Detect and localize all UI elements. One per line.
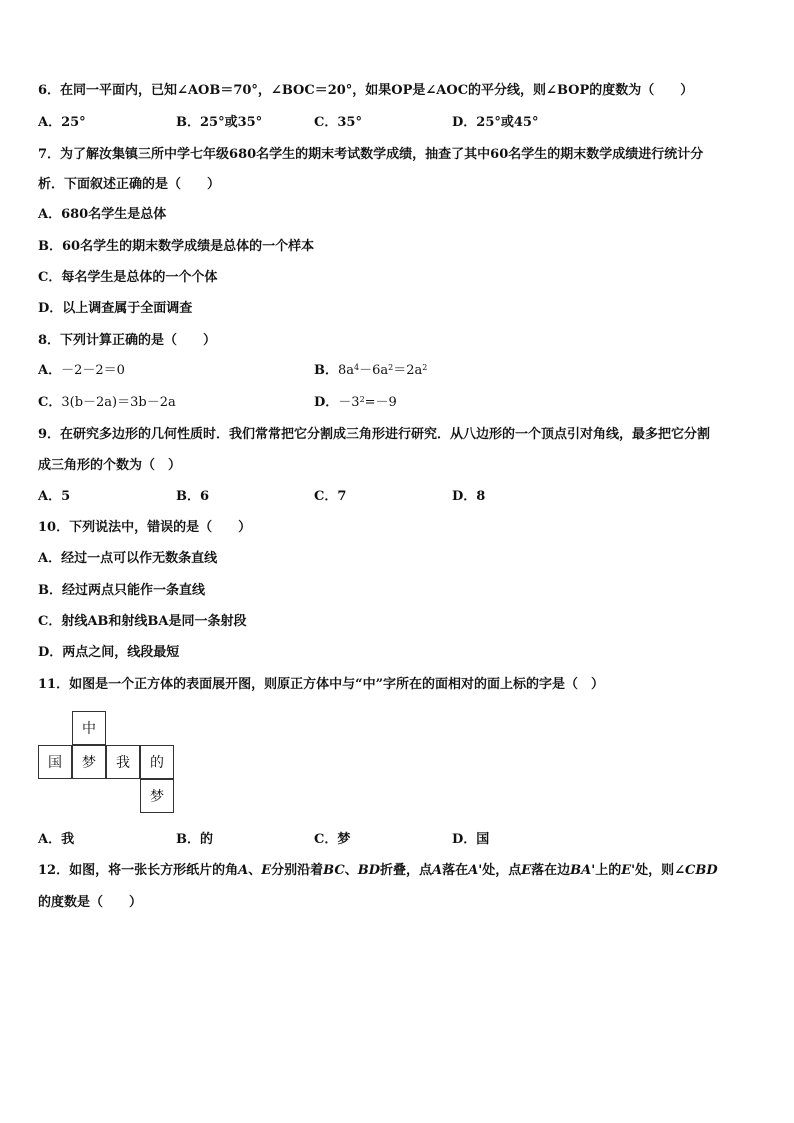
question-10-stem: 10．下列说法中，错误的是（ ） [38,520,252,535]
question-11-option-a: A．我 [38,832,75,847]
question-7-option-a: A．680名学生是总体 [38,207,167,222]
question-12-stem-line-1 [38,862,718,880]
question-9-stem-line-1: 9．在研究多边形的几何性质时．我们常常把它分割成三角形进行研究．从八边形的一个顶点引对角线，最多把它分割 [38,427,711,442]
net-cell-de: 的 [140,745,174,779]
question-8-option-d [314,394,397,412]
net-cell-guo: 国 [38,745,72,779]
text-segment: 处，点 [482,863,522,878]
question-10-option-c: C．射线AB和射线BA是同一条射段 [38,614,247,629]
cube-net-figure [38,711,178,814]
question-9-option-c: C．7 [314,489,347,504]
question-7-stem-line-2: 析．下面叙述正确的是（ ） [38,177,221,192]
option-expression-part: 8a [338,363,355,378]
variable: CBD [685,863,718,878]
question-9-option-a: A．5 [38,489,71,504]
variable: E' [621,863,636,878]
question-6-option-c: C．35° [314,115,362,130]
net-cell-meng-bottom: 梦 [140,779,174,813]
option-expression: 3(b－2a)＝3b－2a [61,395,176,410]
text-segment: 、 [248,863,262,878]
question-7-option-b: B．60名学生的期末数学成绩是总体的一个样本 [38,239,315,254]
text-segment: 处，则∠ [635,863,686,878]
question-12-stem-line-2: 的度数是（ ） [38,895,143,910]
variable: A [238,863,249,878]
text-segment: 落在边 [531,863,571,878]
question-8-stem: 8．下列计算正确的是（ ） [38,333,217,348]
text-segment: 折叠，点 [380,863,433,878]
variable: BA' [570,863,596,878]
text-segment: 12．如图，将一张长方形纸片的角 [38,863,239,878]
question-7-stem-line-1: 7．为了解汝集镇三所中学七年级680名学生的期末考试数学成绩，抽查了其中60名学生的期末数学成绩进行统计分 [38,147,704,162]
variable: A [432,863,443,878]
net-cell-meng: 梦 [72,745,106,779]
question-8-option-a [38,362,125,380]
option-expression-part: ＝2a [393,363,423,378]
question-9-stem-line-2: 成三角形的个数为（ ） [38,458,182,473]
text-segment: 、 [344,863,358,878]
variable: E [261,863,272,878]
question-11-option-c: C．梦 [314,832,351,847]
net-cell-zhong: 中 [72,711,106,745]
question-7-option-c: C．每名学生是总体的一个个体 [38,270,218,285]
question-6-option-b: B．25°或35° [176,115,263,130]
exponent: 2 [422,363,428,372]
question-10-option-b: B．经过两点只能作一条直线 [38,583,205,598]
variable: A' [468,863,483,878]
exponent: 4 [354,363,360,372]
text-segment: 上的 [595,863,622,878]
question-7-option-d: D．以上调查属于全面调查 [38,301,193,316]
option-label: A． [38,363,62,378]
option-label: C． [38,395,62,410]
question-9-option-b: B．6 [176,489,210,504]
question-10-option-a: A．经过一点可以作无数条直线 [38,551,218,566]
option-label: B． [314,363,338,378]
text-segment: 落在 [442,863,469,878]
question-9-option-d: D．8 [452,489,486,504]
option-expression-part: =－9 [364,395,397,410]
option-expression-part: －6a [359,363,389,378]
exponent: 2 [388,363,394,372]
question-6-option-a: A．25° [38,115,86,130]
exponent: 2 [359,395,365,404]
option-label: D． [314,395,339,410]
question-6-stem: 6．在同一平面内，已知∠AOB＝70°，∠BOC＝20°，如果OP是∠AOC的平分线，则∠BOP的度数为（ ） [38,83,694,98]
variable: E [521,863,532,878]
question-6-option-d: D．25°或45° [452,115,539,130]
variable: BD [357,863,380,878]
question-11-option-b: B．的 [176,832,213,847]
net-cell-wo: 我 [106,745,140,779]
text-segment: 分别沿着 [271,863,324,878]
question-8-option-b [314,362,427,380]
variable: BC [323,863,345,878]
option-expression: －2－2＝0 [61,363,125,378]
option-expression-part: －3 [338,395,360,410]
question-11-option-d: D．国 [452,832,490,847]
question-11-stem: 11．如图是一个正方体的表面展开图，则原正方体中与“中”字所在的面相对的面上标的字是（ ） [38,677,605,692]
question-10-option-d: D．两点之间，线段最短 [38,645,180,660]
question-8-option-c [38,394,176,412]
